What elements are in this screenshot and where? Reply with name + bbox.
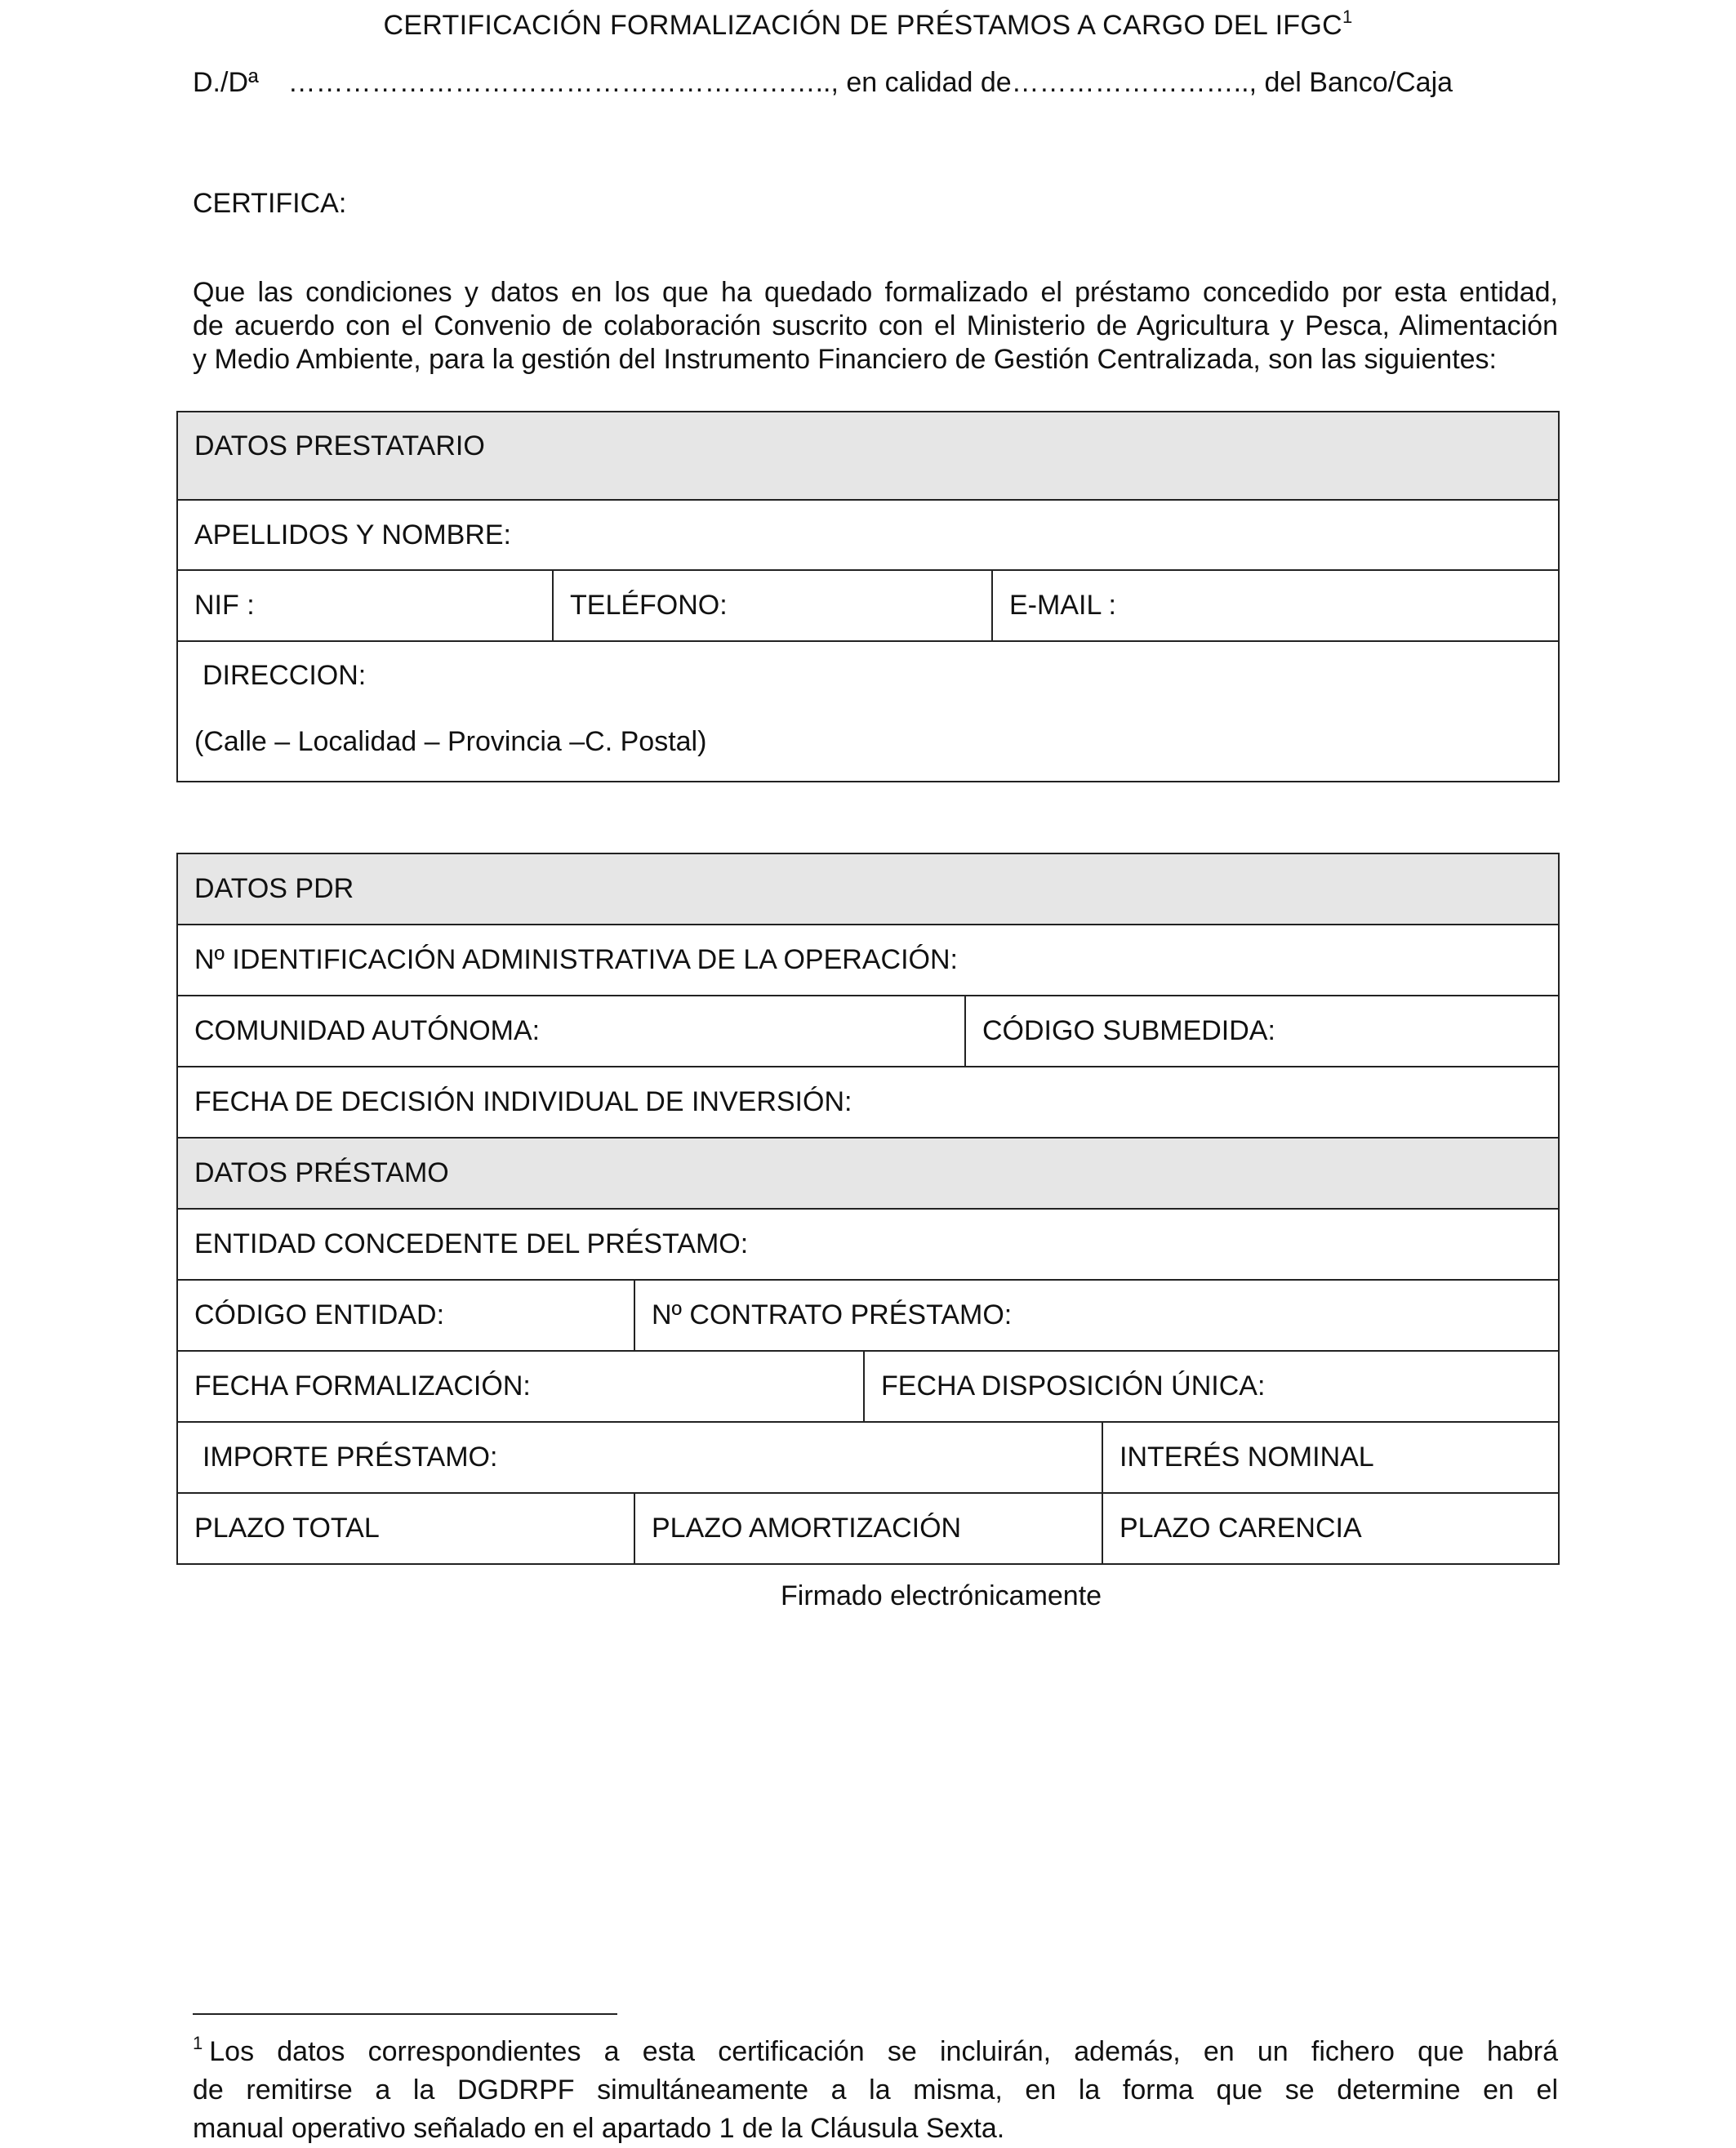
nif-field[interactable]: NIF :: [177, 570, 553, 641]
footnote-line-text: Los datos correspondientes a esta certificación se incluirán, además, en un fichero que habrá: [209, 2036, 1558, 2067]
interes-nominal-field[interactable]: INTERÉS NOMINAL: [1102, 1422, 1559, 1493]
footnote-line: [193, 2024, 1558, 2071]
footnote-divider: [193, 2013, 617, 2015]
prestatario-table: [176, 411, 1560, 782]
entidad-concedente-field[interactable]: ENTIDAD CONCEDENTE DEL PRÉSTAMO:: [177, 1209, 1559, 1280]
declarant-name-blank: …………………………………………………..: [287, 67, 831, 98]
document-title: [0, 7, 1736, 42]
declarant-line: [193, 67, 1453, 99]
num-contrato-field[interactable]: [634, 1280, 1559, 1351]
plazo-carencia-field[interactable]: PLAZO CARENCIA: [1102, 1493, 1559, 1564]
intro-line: de acuerdo con el Convenio de colaboración suscrito con el Ministerio de Agricultura y Pesca, Alimentación: [193, 310, 1558, 341]
declarant-role-text: , en calidad de……………………..: [830, 67, 1249, 98]
importe-label: IMPORTE PRÉSTAMO:: [203, 1442, 498, 1473]
declarant-prefix: D./Dª: [193, 67, 259, 98]
fecha-decision-field[interactable]: FECHA DE DECISIÓN INDIVIDUAL DE INVERSIÓN:: [177, 1067, 1559, 1138]
pdr-prestamo-table: [176, 853, 1560, 1565]
codigo-entidad-field[interactable]: [177, 1280, 634, 1351]
apellidos-nombre-field[interactable]: APELLIDOS Y NOMBRE:: [177, 500, 1559, 570]
direccion-label: DIRECCION:: [203, 660, 367, 691]
pdr-header: DATOS PDR: [177, 853, 1559, 925]
num-contrato-label: Nº CONTRATO PRÉSTAMO:: [652, 1299, 1013, 1330]
declarant-bank-text: , del Banco/Caja: [1249, 67, 1453, 98]
footnote-line: de remitirse a la DGDRPF simultáneamente a la misma, en la forma que se determine en el: [193, 2074, 1558, 2106]
intro-line: Que las condiciones y datos en los que ha quedado formalizado el préstamo concedido por esta entidad,: [193, 277, 1558, 308]
intro-paragraph: [193, 276, 1558, 377]
plazo-amortizacion-field[interactable]: PLAZO AMORTIZACIÓN: [634, 1493, 1102, 1564]
prestamo-header: DATOS PRÉSTAMO: [177, 1138, 1559, 1209]
intro-line: y Medio Ambiente, para la gestión del Instrumento Financiero de Gestión Centralizada, son las siguientes:: [193, 344, 1498, 375]
codigo-submedida-field[interactable]: CÓDIGO SUBMEDIDA:: [965, 996, 1559, 1067]
title-text: CERTIFICACIÓN FORMALIZACIÓN DE PRÉSTAMOS A CARGO DEL IFGC: [383, 10, 1342, 41]
direccion-field[interactable]: [177, 641, 1559, 782]
direccion-hint: (Calle – Localidad – Provincia –C. Postal): [194, 726, 707, 757]
codigo-entidad-label: CÓDIGO ENTIDAD:: [194, 1299, 445, 1330]
prestatario-header: DATOS PRESTATARIO: [177, 412, 1559, 500]
email-field[interactable]: E-MAIL :: [992, 570, 1559, 641]
footnote-mark: 1: [193, 2033, 203, 2053]
footnote-line: manual operativo señalado en el apartado 1 de la Cláusula Sexta.: [193, 2113, 1005, 2144]
plazo-total-field[interactable]: PLAZO TOTAL: [177, 1493, 634, 1564]
signature-note: Firmado electrónicamente: [781, 1580, 1102, 1611]
footnote: [193, 2024, 1558, 2148]
certifica-label: CERTIFICA:: [193, 188, 347, 219]
importe-field[interactable]: [177, 1422, 1102, 1493]
title-footnote-mark: 1: [1342, 7, 1353, 27]
num-identificacion-field[interactable]: Nº IDENTIFICACIÓN ADMINISTRATIVA DE LA OPERACIÓN:: [177, 925, 1559, 996]
telefono-field[interactable]: TELÉFONO:: [553, 570, 992, 641]
fecha-disposicion-field[interactable]: FECHA DISPOSICIÓN ÚNICA:: [864, 1351, 1559, 1422]
comunidad-autonoma-field[interactable]: COMUNIDAD AUTÓNOMA:: [177, 996, 965, 1067]
fecha-formalizacion-field[interactable]: FECHA FORMALIZACIÓN:: [177, 1351, 864, 1422]
